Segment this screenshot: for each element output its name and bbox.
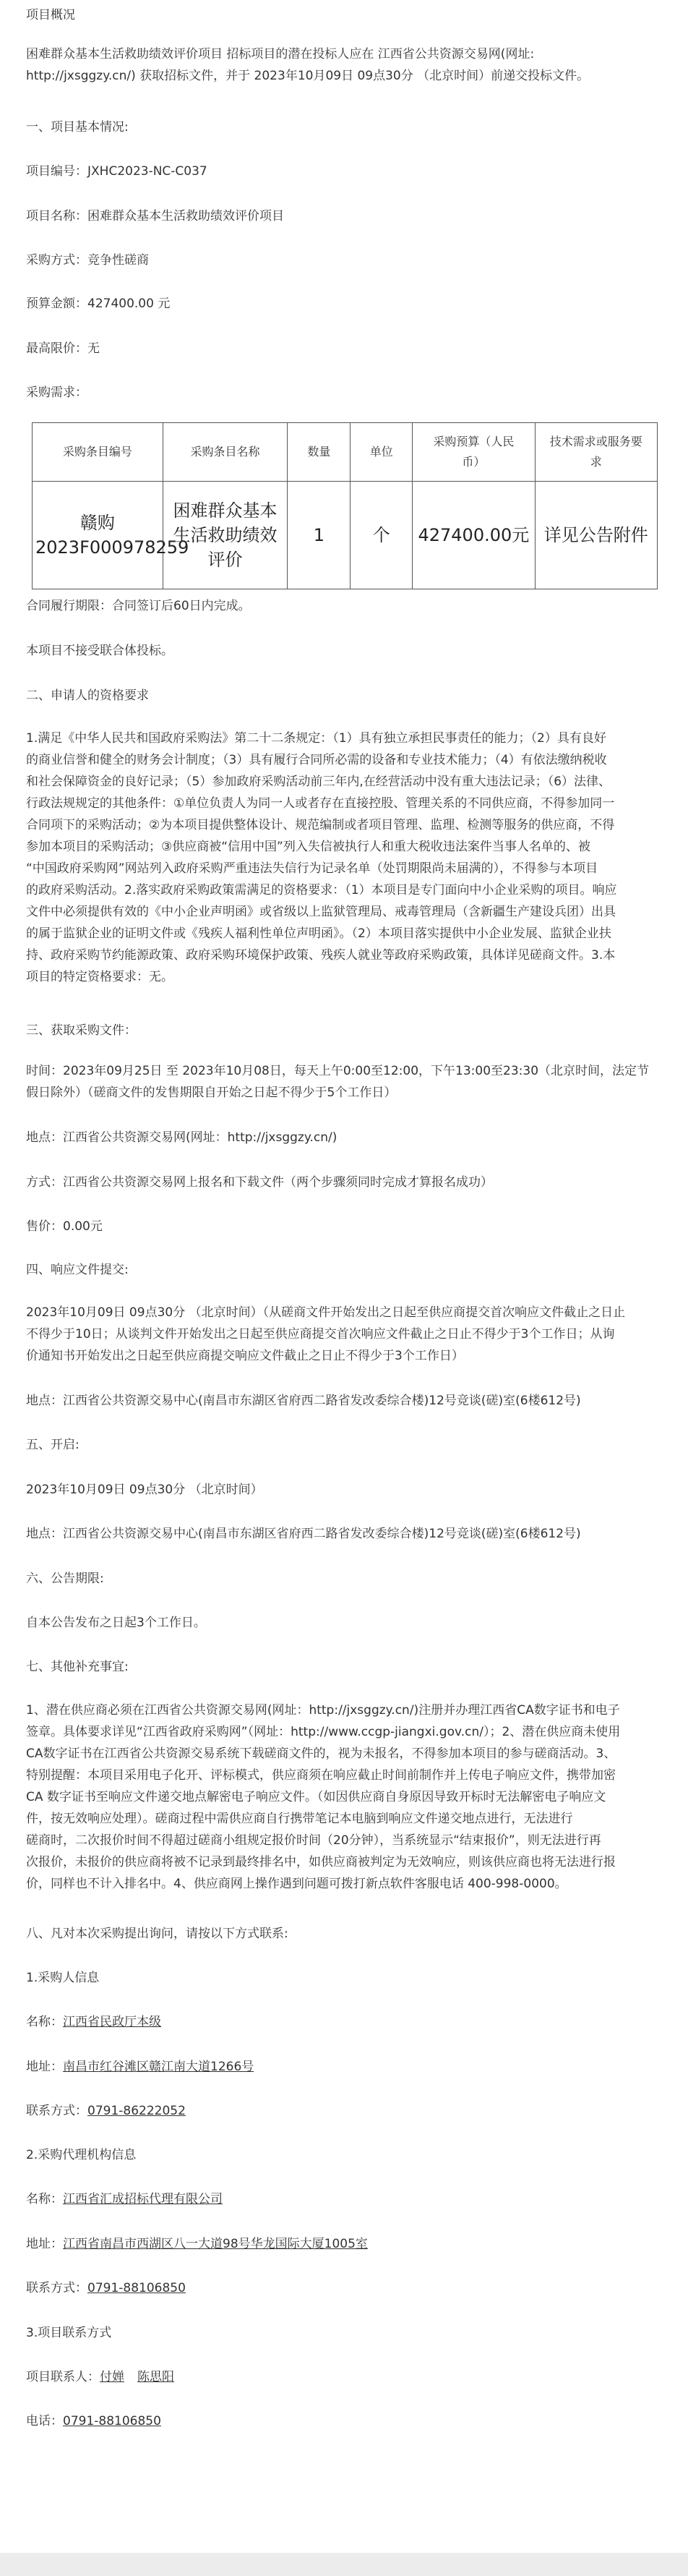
supplementary-line: 磋商时，二次报价时间不得超过磋商小组规定报价时间（20分钟），当系统显示“结束报价”，则无法进行再 bbox=[26, 1833, 601, 1848]
document-time bbox=[26, 1060, 662, 1104]
cell-budget: 427400.00元 bbox=[413, 482, 535, 589]
qualification-line: 和社会保障资金的良好记录；（5）参加政府采购活动前三年内,在经营活动中没有重大违法记录；（6）法律、 bbox=[26, 775, 611, 789]
qualification-line: 的商业信誉和健全的财务会计制度；（3）具有履行合同所必需的设备和专业技术能力；（4）有依法缴纳税收 bbox=[26, 753, 607, 767]
qualification-line: “中国政府采购网”网站列入政府采购严重违法失信行为记录名单（处罚期限尚未届满的），不得参与本项目 bbox=[26, 861, 598, 876]
col-header-requirements: 技术需求或服务要 求 bbox=[535, 423, 657, 482]
agency-name: 江西省汇成招标代理有限公司 bbox=[63, 2192, 223, 2206]
intro-line: 困难群众基本生活救助绩效评价项目 招标项目的潜在投标人应在 江西省公共资源交易网(网址: bbox=[26, 47, 535, 61]
qualification-line: 合同项下的采购活动；②为本项目提供整体设计、规范编制或者项目管理、监理、检测等服务的供应商，不得 bbox=[26, 818, 615, 832]
purchaser-address: 南昌市红谷滩区赣江南大道1266号 bbox=[63, 2060, 254, 2074]
project-number: 项目编号：JXHC2023-NC-C037 bbox=[26, 164, 207, 179]
document-place: 地点：江西省公共资源交易网(网址：http://jxsggzy.cn/) bbox=[26, 1130, 337, 1145]
document-time-line: 假日除外）（磋商文件的发售期限自开始之日起不得少于5个工作日） bbox=[26, 1086, 397, 1100]
opening-place: 地点：江西省公共资源交易中心(南昌市东湖区省府西二路省发改委综合楼)12号竞谈(磋)室(6楼612号) bbox=[26, 1527, 581, 1541]
col-header-quantity: 数量 bbox=[288, 423, 351, 482]
purchaser-name-label: 名称： bbox=[26, 2015, 63, 2029]
section1-heading: 一、项目基本情况: bbox=[26, 120, 129, 135]
opening-time: 2023年10月09日 09点30分 （北京时间） bbox=[26, 1483, 263, 1497]
qualification-line: 持、政府采购节约能源政策、政府采购环境保护政策、残疾人就业等政府采购政策，具体详见磋商文件。3.本 bbox=[26, 948, 616, 963]
section5-heading: 五、开启: bbox=[26, 1438, 79, 1452]
table-header-row bbox=[33, 423, 658, 482]
qualification-line: 行政法规规定的其他条件：①单位负责人为同一人或者存在直接控股、管理关系的不同供应商，不得参加同一 bbox=[26, 796, 615, 811]
agency-phone: 0791-88106850 bbox=[87, 2281, 186, 2295]
purchaser-phone-row bbox=[26, 2100, 662, 2122]
section2-heading: 二、申请人的资格要求 bbox=[26, 688, 149, 703]
contact-heading: 3.项目联系方式 bbox=[26, 2326, 112, 2340]
col-header-budget: 采购预算（人民 币） bbox=[413, 423, 535, 482]
agency-phone-label: 联系方式： bbox=[26, 2281, 87, 2295]
budget-amount: 预算金额：427400.00 元 bbox=[26, 297, 171, 311]
section6-heading: 六、公告期限: bbox=[26, 1571, 104, 1586]
contact-person-1: 付婵 bbox=[100, 2370, 124, 2384]
section8-heading: 八、凡对本次采购提出询问，请按以下方式联系: bbox=[26, 1927, 288, 1941]
cell-requirements: 详见公告附件 bbox=[535, 482, 657, 589]
purchaser-phone: 0791-86222052 bbox=[87, 2104, 186, 2118]
section3-heading: 三、获取采购文件： bbox=[26, 1023, 137, 1038]
qualification-line: 的政府采购活动。2.落实政府采购政策需满足的资格要求：（1）本项目是专门面向中小企业采购的项目。响应 bbox=[26, 883, 617, 897]
contact-person-label: 项目联系人： bbox=[26, 2370, 100, 2384]
table-row bbox=[33, 482, 658, 589]
section4-heading: 四、响应文件提交: bbox=[26, 1263, 129, 1277]
qualification-line: 1.满足《中华人民共和国政府采购法》第二十二条规定：（1）具有独立承担民事责任的能力；（2）具有良好 bbox=[26, 731, 606, 746]
contact-phone-label: 电话： bbox=[26, 2414, 63, 2428]
supplementary-line: CA数字证书在江西省公共资源交易系统下载磋商文件的，视为未报名，不得参加本项目的参与磋商活动。3、 bbox=[26, 1747, 616, 1761]
qualification-line: 文件中必须提供有效的《中小企业声明函》或省级以上监狱管理局、戒毒管理局（含新疆生产建设兵团）出具 bbox=[26, 905, 616, 919]
supplementary-line: 特别提醒：本项目采用电子化开、评标模式，供应商须在响应截止时间前制作并上传电子响应文件，携带加密 bbox=[26, 1768, 616, 1783]
contact-phone: 0791-88106850 bbox=[63, 2414, 161, 2428]
intro-line: http://jxsggzy.cn/) 获取招标文件，并于 2023年10月09日 09点30分 （北京时间）前递交投标文件。 bbox=[26, 69, 590, 83]
agency-name-row bbox=[26, 2188, 662, 2210]
procurement-method: 采购方式：竞争性磋商 bbox=[26, 253, 149, 268]
document-price: 售价：0.00元 bbox=[26, 1219, 103, 1234]
cell-item-number: 赣购 2023F000978259 bbox=[33, 482, 163, 589]
announcement-period: 自本公告发布之日起3个工作日。 bbox=[26, 1616, 206, 1630]
purchaser-name: 江西省民政厅本级 bbox=[63, 2015, 161, 2029]
agency-address-row bbox=[26, 2233, 662, 2255]
document-method: 方式：江西省公共资源交易网上报名和下载文件（两个步骤须同时完成才算报名成功） bbox=[26, 1175, 493, 1190]
agency-address-label: 地址： bbox=[26, 2237, 63, 2251]
purchaser-phone-label: 联系方式： bbox=[26, 2104, 87, 2118]
agency-name-label: 名称： bbox=[26, 2192, 63, 2206]
overview-intro bbox=[26, 43, 662, 87]
qualification-line: 项目的特定资格要求：无。 bbox=[26, 970, 173, 984]
requirement-label: 采购需求： bbox=[26, 385, 87, 400]
overview-heading: 项目概况 bbox=[26, 8, 75, 22]
agency-phone-row bbox=[26, 2277, 662, 2299]
purchaser-name-row bbox=[26, 2011, 662, 2033]
agency-heading: 2.采购代理机构信息 bbox=[26, 2148, 137, 2162]
supplementary-line: 价，同样也不计入排名中。4、供应商网上操作遇到问题可拨打新点软件客服电话 400-998-0000。 bbox=[26, 1877, 567, 1891]
contact-person-2: 陈思阳 bbox=[137, 2370, 174, 2384]
supplementary-line: 签章。具体要求详见“江西省政府采购网”（网址：http://www.ccgp-jiangxi.gov.cn/）；2、潜在供应商未使用 bbox=[26, 1725, 621, 1739]
submission-time bbox=[26, 1302, 662, 1367]
purchaser-address-row bbox=[26, 2056, 662, 2078]
supplementary-line: 1、潜在供应商必须在江西省公共资源交易网(网址：http://jxsggzy.cn/)注册并办理江西省CA数字证书和电子 bbox=[26, 1703, 620, 1718]
no-consortium-note: 本项目不接受联合体投标。 bbox=[26, 644, 173, 658]
submission-time-line: 不得少于10日；从谈判文件开始发出之日起至供应商提交首次响应文件截止之日止不得少于3个工作日；从询 bbox=[26, 1327, 615, 1342]
supplementary-line: 次报价，未报价的供应商将被不记录到最终排名中，如供应商被判定为无效响应，则该供应商也将无法进行报 bbox=[26, 1855, 616, 1869]
contact-phone-row bbox=[26, 2410, 662, 2432]
purchaser-address-label: 地址： bbox=[26, 2060, 63, 2074]
supplementary-line: CA 数字证书至响应文件递交地点解密电子响应文件。（如因供应商自身原因导致开标时无法解密电子响应文 bbox=[26, 1790, 606, 1804]
submission-place: 地点：江西省公共资源交易中心(南昌市东湖区省府西二路省发改委综合楼)12号竞谈(磋)室(6楼612号) bbox=[26, 1394, 581, 1408]
submission-time-line: 2023年10月09日 09点30分 （北京时间）（从磋商文件开始发出之日起至供应商提交首次响应文件截止之日止 bbox=[26, 1305, 626, 1320]
supplementary-notes bbox=[26, 1699, 662, 1895]
qualification-requirements bbox=[26, 728, 662, 988]
purchaser-heading: 1.采购人信息 bbox=[26, 1971, 100, 1985]
cell-unit: 个 bbox=[351, 482, 413, 589]
qualification-line: 的属于监狱企业的证明文件或《残疾人福利性单位声明函》。（2）本项目落实提供中小企业发展、监狱企业扶 bbox=[26, 926, 611, 941]
agency-address: 江西省南昌市西湖区八一大道98号华龙国际大厦1005室 bbox=[63, 2237, 368, 2251]
max-price: 最高限价：无 bbox=[26, 341, 100, 356]
contact-person-row bbox=[26, 2366, 662, 2388]
qualification-line: 参加本项目的采购活动；③供应商被“信用中国”列入失信被执行人和重大税收违法案件当事人名单的、被 bbox=[26, 840, 590, 854]
cell-item-name: 困难群众基本 生活救助绩效 评价 bbox=[163, 482, 288, 589]
cell-quantity: 1 bbox=[288, 482, 351, 589]
contract-period: 合同履行期限：合同签订后60日内完成。 bbox=[26, 599, 251, 613]
submission-time-line: 价通知书开始发出之日起至供应商提交响应文件截止之日止不得少于3个工作日） bbox=[26, 1349, 464, 1363]
project-name: 项目名称：困难群众基本生活救助绩效评价项目 bbox=[26, 209, 284, 223]
procurement-table bbox=[32, 422, 658, 589]
section7-heading: 七、其他补充事宜: bbox=[26, 1660, 129, 1674]
col-header-item-number: 采购条目编号 bbox=[33, 423, 163, 482]
col-header-item-name: 采购条目名称 bbox=[163, 423, 288, 482]
document-time-line: 时间：2023年09月25日 至 2023年10月08日，每天上午0:00至12:00，下午13:00至23:30（北京时间，法定节 bbox=[26, 1064, 650, 1078]
page-footer-band bbox=[0, 2553, 688, 2576]
col-header-unit: 单位 bbox=[351, 423, 413, 482]
supplementary-line: 件，按无效响应处理）。磋商过程中需供应商自行携带笔记本电脑到响应文件递交地点进行，无法进行 bbox=[26, 1812, 573, 1826]
